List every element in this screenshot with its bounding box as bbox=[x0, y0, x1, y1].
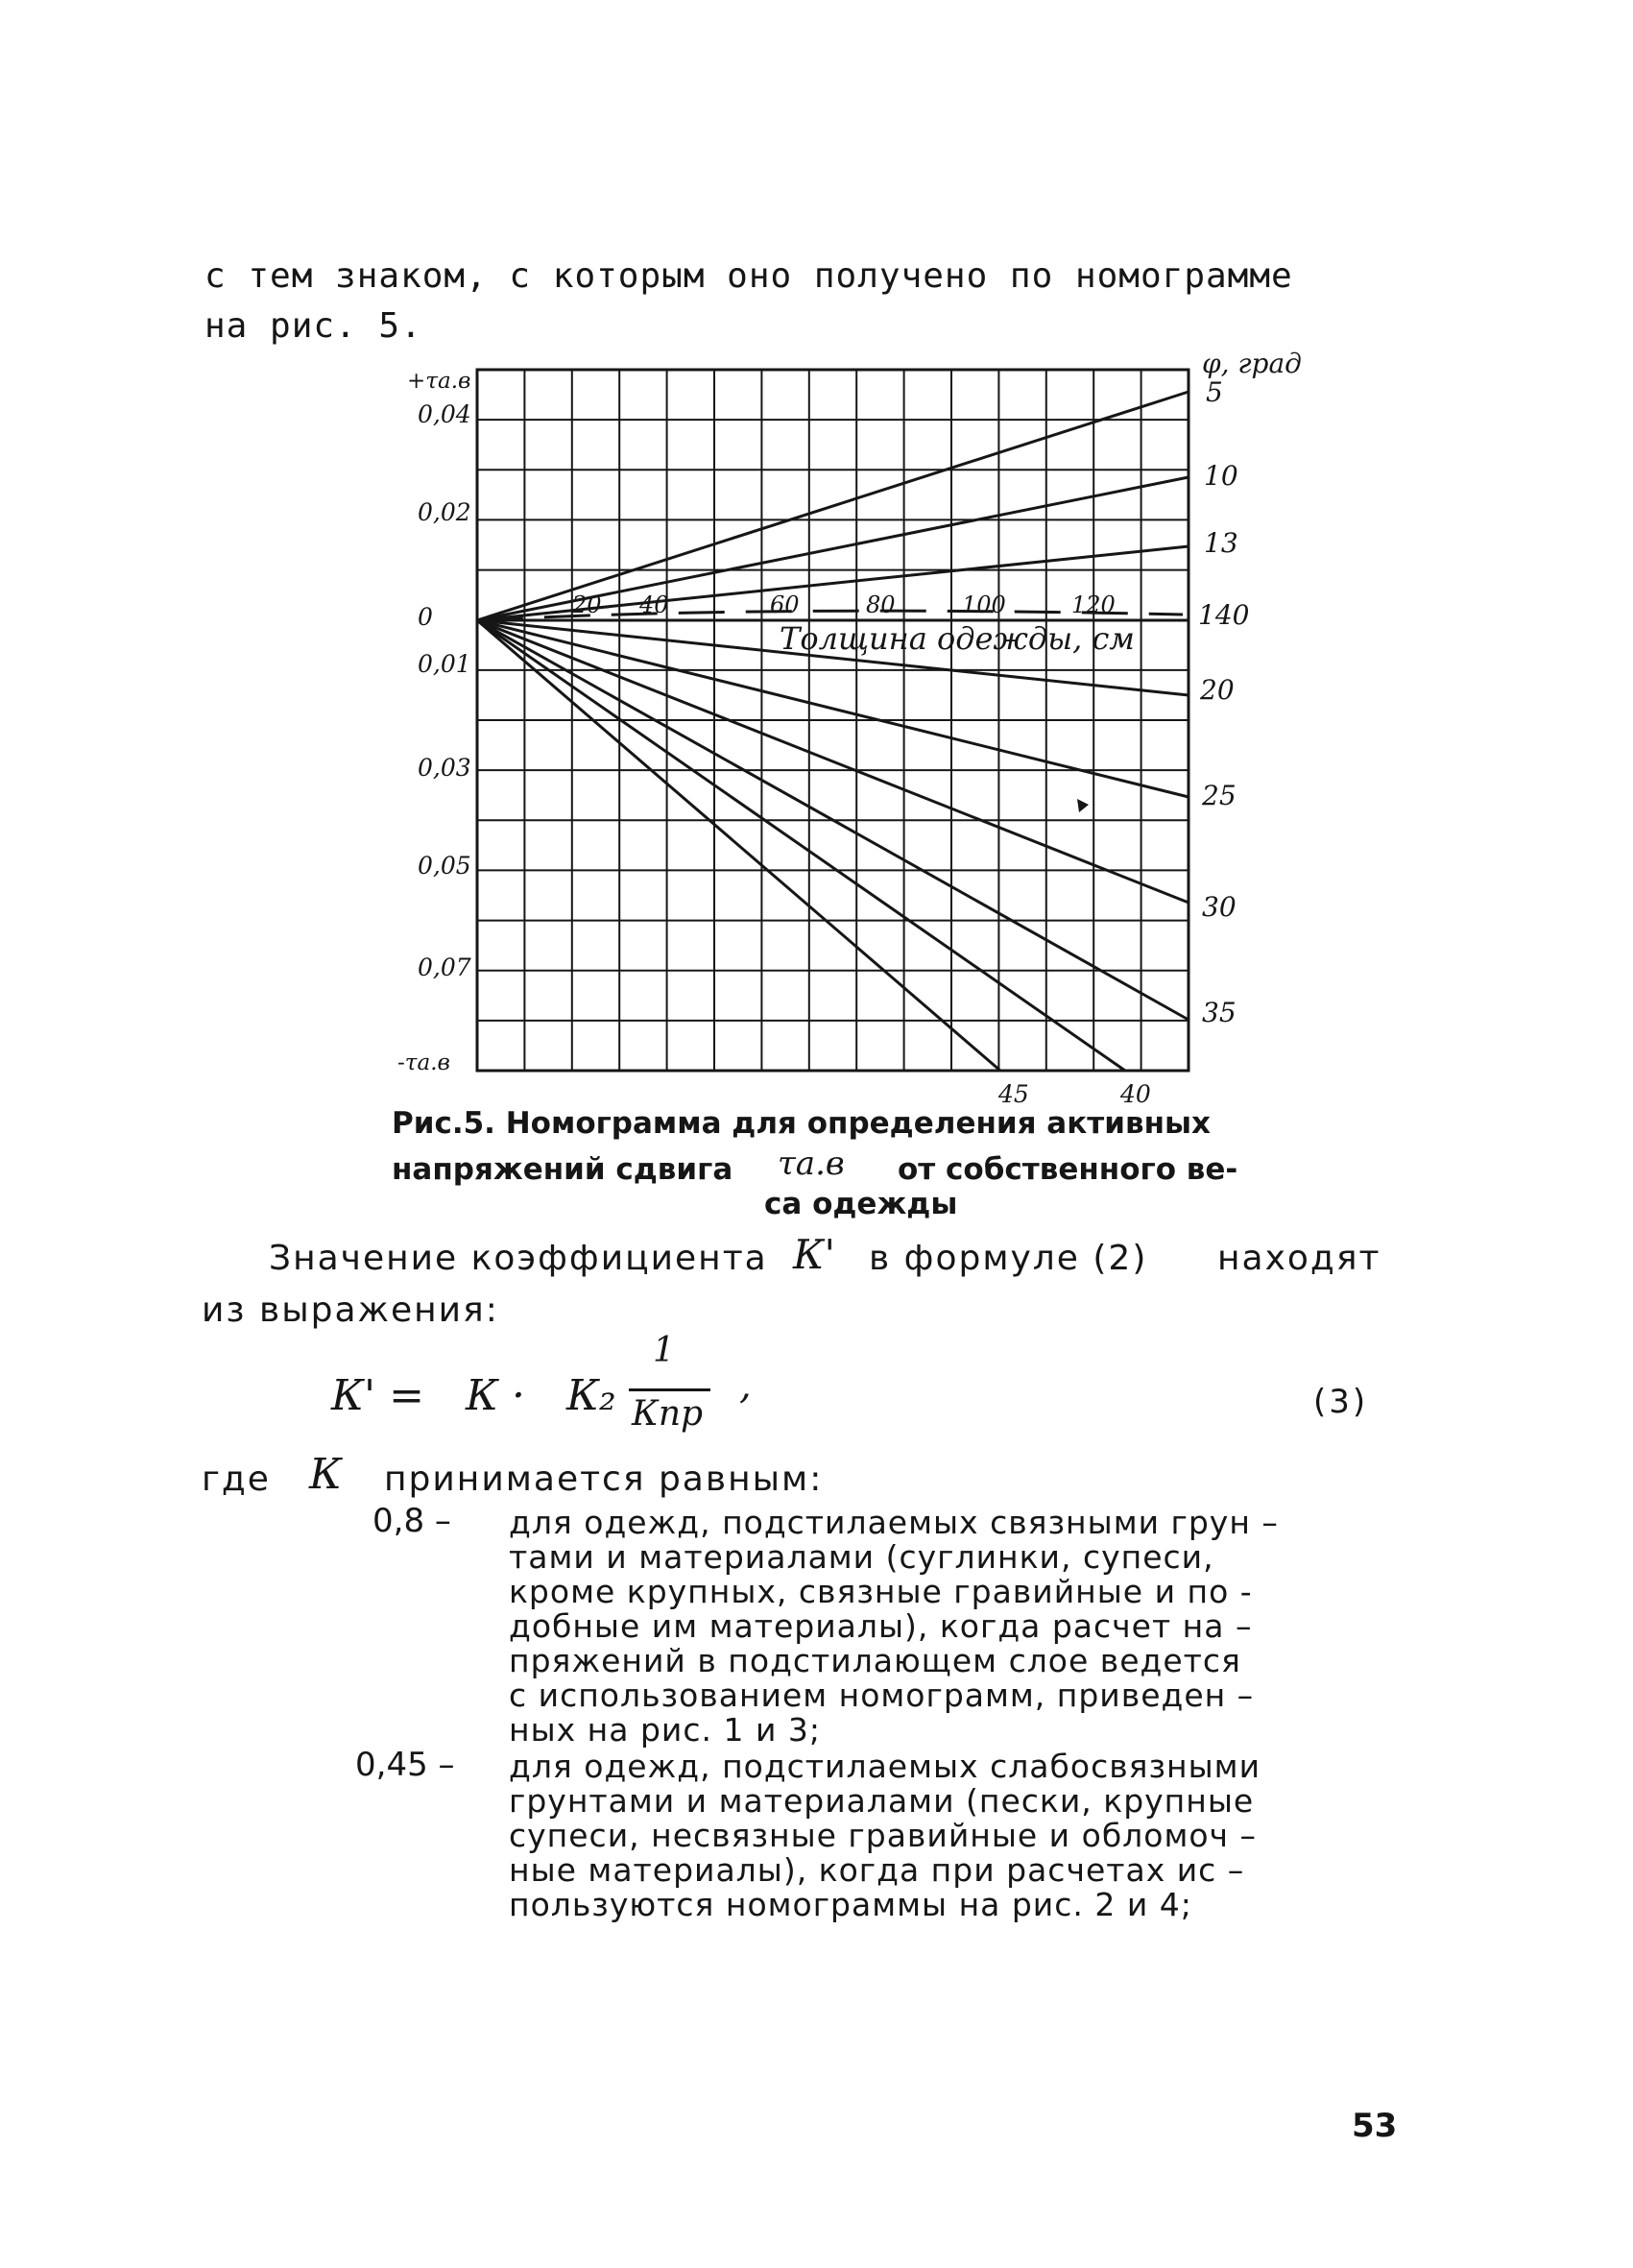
nomogram-grid bbox=[477, 370, 1189, 1071]
intro-line-1: с тем знаком, с которым оно получено по номограмме bbox=[204, 256, 1293, 296]
caption-symbol: τа.в bbox=[778, 1145, 845, 1183]
item-line: для одежд, подстилаемых слабосвязными bbox=[509, 1748, 1261, 1785]
y-tick-label: 0,04 bbox=[418, 400, 471, 428]
nomogram-lines bbox=[477, 392, 1189, 1071]
formula-numerator: 1 bbox=[653, 1331, 675, 1370]
angle-label: 10 bbox=[1204, 460, 1238, 492]
item-value: 0,45 – bbox=[355, 1746, 455, 1784]
thickness-axis-label: Толщина одежды, см bbox=[780, 620, 1135, 657]
intro-line-2: на рис. 5. bbox=[204, 306, 422, 346]
caption-line-1: Рис.5. Номограмма для определения активных bbox=[392, 1106, 1212, 1141]
angle-label: 5 bbox=[1206, 376, 1223, 408]
where-k: К bbox=[309, 1450, 343, 1499]
y-tick-label: 0,01 bbox=[418, 650, 471, 678]
caption-line-2b: от собственного ве- bbox=[898, 1152, 1238, 1187]
paragraph-text-b: в формуле (2) bbox=[869, 1239, 1148, 1278]
item-line: ных на рис. 1 и 3; bbox=[509, 1711, 821, 1749]
paragraph-text-a: Значение коэффициента bbox=[269, 1239, 768, 1278]
formula-fraction-bar bbox=[629, 1388, 710, 1391]
y-tick-label: 0 bbox=[418, 603, 433, 631]
item-line: пряжений в подстилающем слое ведется bbox=[509, 1642, 1241, 1679]
angle-label: 140 bbox=[1198, 599, 1250, 631]
where-text-a: где bbox=[202, 1460, 271, 1499]
paragraph-line-2: из выражения: bbox=[202, 1291, 499, 1330]
item-line: супеси, несвязные гравийные и обломоч – bbox=[509, 1817, 1258, 1854]
bottom-label-40: 40 bbox=[1120, 1080, 1151, 1108]
nomogram-line bbox=[477, 392, 1189, 620]
formula-comma: , bbox=[739, 1363, 752, 1408]
angle-label: 13 bbox=[1204, 527, 1238, 559]
thickness-tick-label: 120 bbox=[1071, 591, 1116, 618]
thickness-tick-label: 60 bbox=[770, 591, 800, 618]
thickness-tick-label: 100 bbox=[962, 591, 1006, 618]
paragraph-k-prime: К' bbox=[793, 1231, 836, 1278]
item-line: добные им материалы), когда расчет на – bbox=[509, 1607, 1253, 1645]
right-header: φ, град bbox=[1202, 348, 1302, 379]
angle-label: 30 bbox=[1202, 891, 1237, 923]
page-number: 53 bbox=[1352, 2107, 1398, 2145]
paragraph-text-c: находят bbox=[1217, 1239, 1381, 1278]
y-top-label: +τа.в bbox=[407, 369, 471, 394]
formula-denominator: Кпр bbox=[632, 1394, 704, 1434]
nomogram-line bbox=[477, 620, 1189, 903]
nomogram-line bbox=[477, 620, 1125, 1071]
item-line: кроме крупных, связные гравийные и по - bbox=[509, 1573, 1253, 1610]
item-line: с использованием номограмм, приведен – bbox=[509, 1677, 1255, 1714]
nomogram-line bbox=[477, 620, 1000, 1071]
thickness-tick-label: 20 bbox=[572, 591, 602, 618]
formula-number: (3) bbox=[1313, 1383, 1369, 1421]
y-tick-label: 0,02 bbox=[418, 498, 471, 526]
y-tick-label: 0,07 bbox=[418, 953, 471, 981]
marker bbox=[1077, 799, 1089, 812]
item-line: пользуются номограммы на рис. 2 и 4; bbox=[509, 1886, 1192, 1923]
item-line: тами и материалами (суглинки, супеси, bbox=[509, 1538, 1214, 1576]
formula-k2: К₂ bbox=[566, 1371, 616, 1420]
where-text-b: принимается равным: bbox=[384, 1460, 824, 1499]
formula-k: К · bbox=[466, 1371, 526, 1420]
thickness-tick-label: 80 bbox=[866, 591, 896, 618]
angle-label: 35 bbox=[1202, 997, 1237, 1028]
y-tick-label: 0,03 bbox=[418, 754, 471, 782]
caption-line-3: са одежды bbox=[764, 1187, 958, 1221]
item-line: ные материалы), когда при расчетах ис – bbox=[509, 1851, 1245, 1889]
nomogram-figure bbox=[0, 0, 1633, 1133]
caption-line-2a: напряжений сдвига bbox=[392, 1152, 733, 1187]
item-line: для одежд, подстилаемых связными грун – bbox=[509, 1504, 1279, 1541]
item-value: 0,8 – bbox=[372, 1502, 451, 1540]
thickness-tick-label: 40 bbox=[639, 591, 669, 618]
y-bottom-label: -τа.в bbox=[397, 1050, 450, 1075]
item-line: грунтами и материалами (пески, крупные bbox=[509, 1782, 1255, 1820]
formula-lhs: К' = bbox=[331, 1371, 425, 1420]
y-tick-label: 0,05 bbox=[418, 852, 471, 880]
angle-label: 20 bbox=[1200, 674, 1235, 706]
angle-label: 25 bbox=[1202, 780, 1237, 811]
bottom-label-45: 45 bbox=[998, 1080, 1029, 1108]
